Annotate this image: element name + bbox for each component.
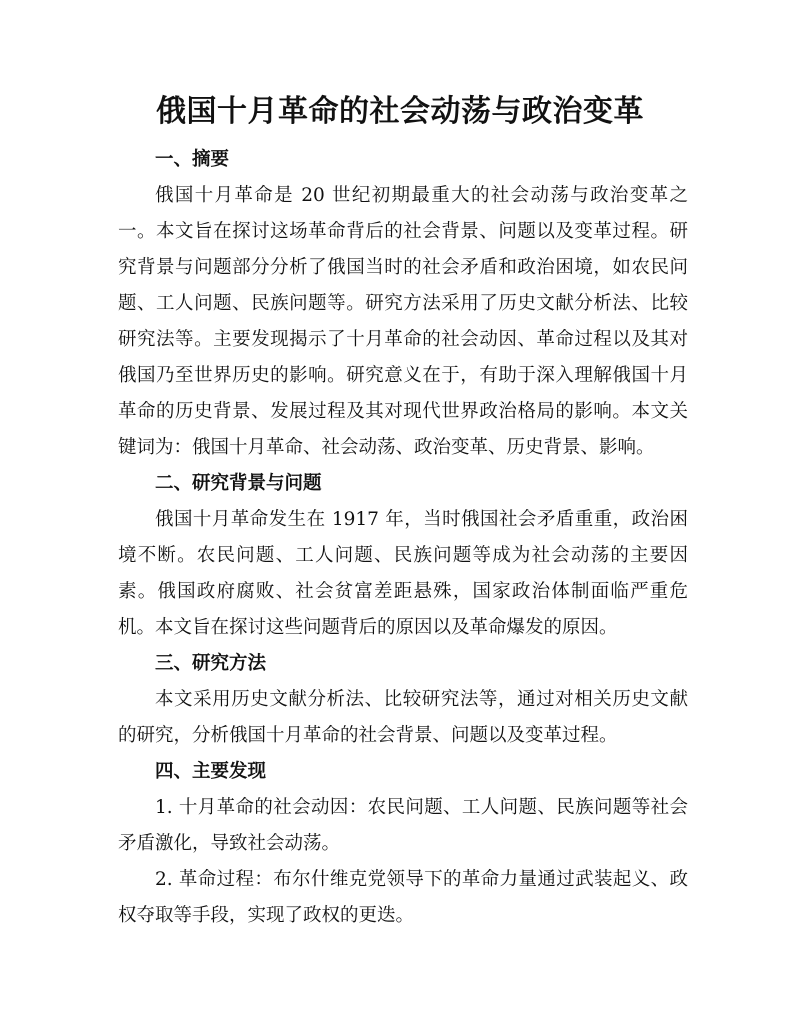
section-heading: 二、研究背景与问题 [155,473,322,494]
section-methods [118,646,688,754]
finding-item: 2. 革命过程：布尔什维克党领导下的革命力量通过武装起义、政权夺取等手段，实现了政权的更迭。 [118,869,688,926]
section-heading: 三、研究方法 [155,653,267,674]
section-heading: 一、摘要 [155,149,230,170]
background-paragraph: 俄国十月革命发生在 1917 年，当时俄国社会矛盾重重，政治困境不断。农民问题、工人问题、民族问题等成为社会动荡的主要因素。俄国政府腐败、社会贫富差距悬殊，国家政治体制面临严重危机。本文旨在探讨这些问题背后的原因以及革命爆发的原因。 [118,509,688,638]
section-findings [118,754,688,934]
abstract-paragraph: 俄国十月革命是 20 世纪初期最重大的社会动荡与政治变革之一。本文旨在探讨这场革命背后的社会背景、问题以及变革过程。研究背景与问题部分分析了俄国当时的社会矛盾和政治困境，如农民问题、工人问题、民族问题等。研究方法采用了历史文献分析法、比较研究法等。主要发现揭示了十月革命的社会动因、革命过程以及其对俄国乃至世界历史的影响。研究意义在于，有助于深入理解俄国十月革命的历史背景、发展过程及其对现代世界政治格局的影响。本文关键词为：俄国十月革命、社会动荡、政治变革、历史背景、影响。 [118,185,688,458]
section-background [118,466,688,646]
section-abstract [118,142,688,466]
section-heading: 四、主要发现 [155,761,267,782]
finding-item: 1. 十月革命的社会动因：农民问题、工人问题、民族问题等社会矛盾激化，导致社会动荡。 [118,797,688,854]
methods-paragraph: 本文采用历史文献分析法、比较研究法等，通过对相关历史文献的研究，分析俄国十月革命的社会背景、问题以及变革过程。 [118,689,688,746]
document-title: 俄国十月革命的社会动荡与政治变革 [156,94,644,129]
document-body [118,142,688,934]
